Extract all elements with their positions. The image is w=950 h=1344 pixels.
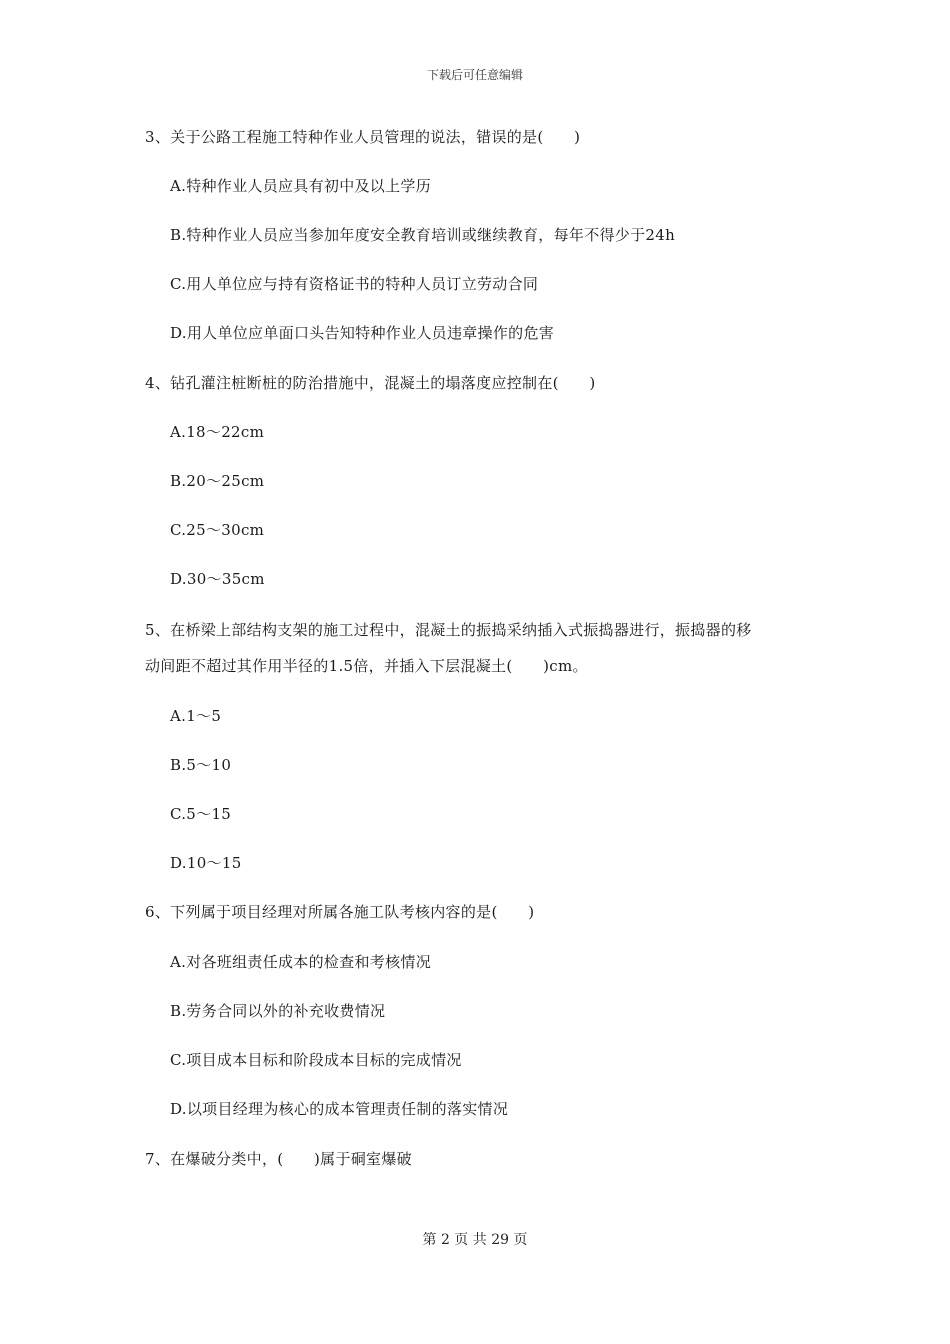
page-header: 下载后可任意编辑: [426, 68, 523, 82]
question-4-option-c: C.25～30cm: [170, 521, 265, 539]
question-3-option-d: D.用人单位应单面口头告知特种作业人员违章操作的危害: [170, 324, 555, 342]
question-4-option-b: B.20～25cm: [170, 472, 265, 490]
question-5-stem-line-2: 动间距不超过其作用半径的1.5倍，并插入下层混凝土( )cm。: [145, 657, 588, 675]
question-7-stem: 7、在爆破分类中，( )属于硐室爆破: [145, 1150, 412, 1168]
question-3-option-c: C.用人单位应与持有资格证书的特种人员订立劳动合同: [170, 275, 539, 293]
question-3-option-b: B.特种作业人员应当参加年度安全教育培训或继续教育，每年不得少于24h: [170, 226, 676, 244]
question-6-stem: 6、下列属于项目经理对所属各施工队考核内容的是( ): [145, 903, 535, 921]
page-footer: 第 2 页 共 29 页: [422, 1232, 528, 1248]
question-4-option-a: A.18～22cm: [170, 423, 265, 441]
question-5-option-d: D.10～15: [170, 854, 242, 872]
question-6-option-a: A.对各班组责任成本的检查和考核情况: [170, 953, 432, 971]
question-6-option-c: C.项目成本目标和阶段成本目标的完成情况: [170, 1051, 462, 1069]
question-5-option-a: A.1～5: [170, 707, 222, 725]
question-6-option-b: B.劳务合同以外的补充收费情况: [170, 1002, 386, 1020]
question-4-stem: 4、钻孔灌注桩断桩的防治措施中，混凝土的塌落度应控制在( ): [145, 374, 596, 392]
question-5-option-c: C.5～15: [170, 805, 232, 823]
question-5-option-b: B.5～10: [170, 756, 232, 774]
question-3-stem: 3、关于公路工程施工特种作业人员管理的说法，错误的是( ): [145, 128, 581, 146]
question-4-option-d: D.30～35cm: [170, 570, 265, 588]
question-6-option-d: D.以项目经理为核心的成本管理责任制的落实情况: [170, 1100, 509, 1118]
question-3-option-a: A.特种作业人员应具有初中及以上学历: [170, 177, 432, 195]
question-5-stem-line-1: 5、在桥梁上部结构支架的施工过程中，混凝土的振捣采纳插入式振捣器进行，振捣器的移: [145, 621, 752, 639]
